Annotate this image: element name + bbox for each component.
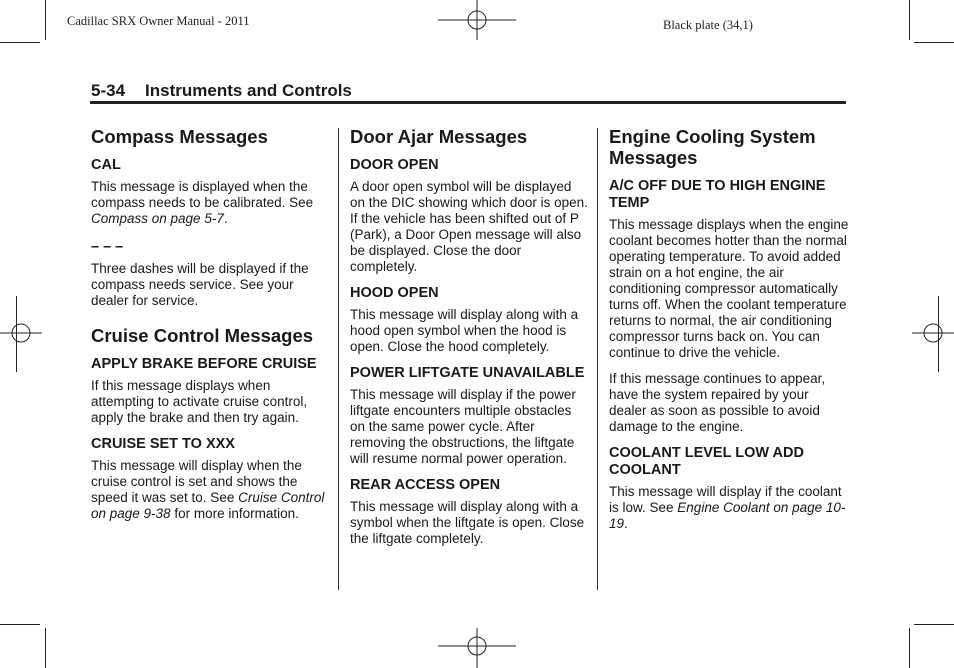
crop-mark bbox=[45, 0, 46, 40]
ac-off-paragraph-2: If this message continues to appear, have the system repaired by your dealer as soon as possible to avoid damage to the engine. bbox=[609, 371, 826, 434]
rear-access-subheading: REAR ACCESS OPEN bbox=[350, 477, 501, 493]
ac-off-subheading: A/C OFF DUE TO HIGH ENGINE TEMP bbox=[609, 178, 826, 211]
crop-mark bbox=[45, 628, 46, 668]
crop-mark bbox=[914, 42, 954, 43]
door-open-paragraph: A door open symbol will be displayed on the DIC showing which door is open. If the vehicle has been shifted out of P (Park), a Door Open message will also be displayed. Close the door completely. bbox=[350, 179, 588, 274]
column-divider bbox=[597, 128, 598, 590]
cal-subheading: CAL bbox=[91, 157, 121, 173]
hood-open-paragraph: This message will display along with a hood open symbol when the hood is open. Close the hood completely. bbox=[350, 307, 579, 354]
compass-link[interactable]: Compass on page 5-7 bbox=[91, 211, 224, 226]
cruise-set-paragraph: This message will display when the cruise control is set and shows the speed it was set to. See Cruise Control on page 9-38 for more information. bbox=[91, 458, 325, 521]
door-open-subheading: DOOR OPEN bbox=[350, 157, 439, 173]
registration-mark-top-icon bbox=[438, 0, 516, 44]
coolant-low-subheading: COOLANT LEVEL LOW ADD COOLANT bbox=[609, 445, 804, 478]
cal-paragraph: This message is displayed when the compass needs to be calibrated. See Compass on page 5-7. bbox=[91, 179, 314, 226]
running-head bbox=[91, 81, 352, 101]
column-divider bbox=[338, 128, 339, 590]
dashes-paragraph: Three dashes will be displayed if the compass needs service. See your dealer for service. bbox=[91, 261, 309, 308]
cruise-control-link[interactable]: Cruise Control on page 9-38 bbox=[91, 490, 325, 521]
coolant-low-paragraph: This message will display if the coolant is low. See Engine Coolant on page 10-19. bbox=[609, 484, 846, 531]
door-ajar-heading: Door Ajar Messages bbox=[350, 126, 528, 147]
crop-mark bbox=[914, 624, 954, 625]
section-rule bbox=[90, 101, 846, 104]
crop-mark bbox=[909, 0, 910, 40]
engine-cooling-heading: Engine Cooling System Messages bbox=[609, 126, 816, 168]
cruise-control-heading: Cruise Control Messages bbox=[91, 325, 314, 346]
crop-mark bbox=[0, 624, 40, 625]
registration-mark-bottom-icon bbox=[438, 626, 516, 668]
registration-mark-right-icon bbox=[912, 312, 954, 356]
cruise-set-subheading: CRUISE SET TO XXX bbox=[91, 436, 235, 452]
manual-title: Cadillac SRX Owner Manual - 2011 bbox=[67, 14, 250, 28]
dashes-subheading: – – – bbox=[91, 239, 124, 255]
section-title: Instruments and Controls bbox=[145, 81, 352, 100]
page-number: 5-34 bbox=[91, 81, 126, 100]
column-2 bbox=[350, 126, 590, 557]
column-3 bbox=[609, 126, 849, 542]
hood-open-subheading: HOOD OPEN bbox=[350, 285, 439, 301]
compass-messages-heading: Compass Messages bbox=[91, 126, 268, 147]
plate-label: Black plate (34,1) bbox=[663, 18, 753, 32]
registration-mark-left-icon bbox=[0, 312, 42, 356]
liftgate-subheading: POWER LIFTGATE UNAVAILABLE bbox=[350, 365, 585, 381]
apply-brake-subheading: APPLY BRAKE BEFORE CRUISE bbox=[91, 356, 317, 372]
rear-access-paragraph: This message will display along with a symbol when the liftgate is open. Close the liftgate completely. bbox=[350, 499, 585, 546]
ac-off-paragraph: This message displays when the engine coolant becomes hotter than the normal operating temperature. To avoid added strain on a hot engine, the air conditioning compressor automatically turns off. When the coolant temperature returns to normal, the air conditioning compressor turns back on. You can continue to drive the vehicle. bbox=[609, 217, 849, 360]
apply-brake-paragraph: If this message displays when attempting to activate cruise control, apply the brake and then try again. bbox=[91, 378, 308, 425]
crop-mark bbox=[909, 628, 910, 668]
engine-coolant-link[interactable]: Engine Coolant on page 10-19 bbox=[609, 500, 846, 531]
crop-mark bbox=[0, 42, 40, 43]
liftgate-paragraph: This message will display if the power liftgate encounters multiple obstacles on the same power cycle. After removing the obstructions, the liftgate will resume normal power operation. bbox=[350, 387, 576, 466]
column-1 bbox=[91, 126, 331, 532]
